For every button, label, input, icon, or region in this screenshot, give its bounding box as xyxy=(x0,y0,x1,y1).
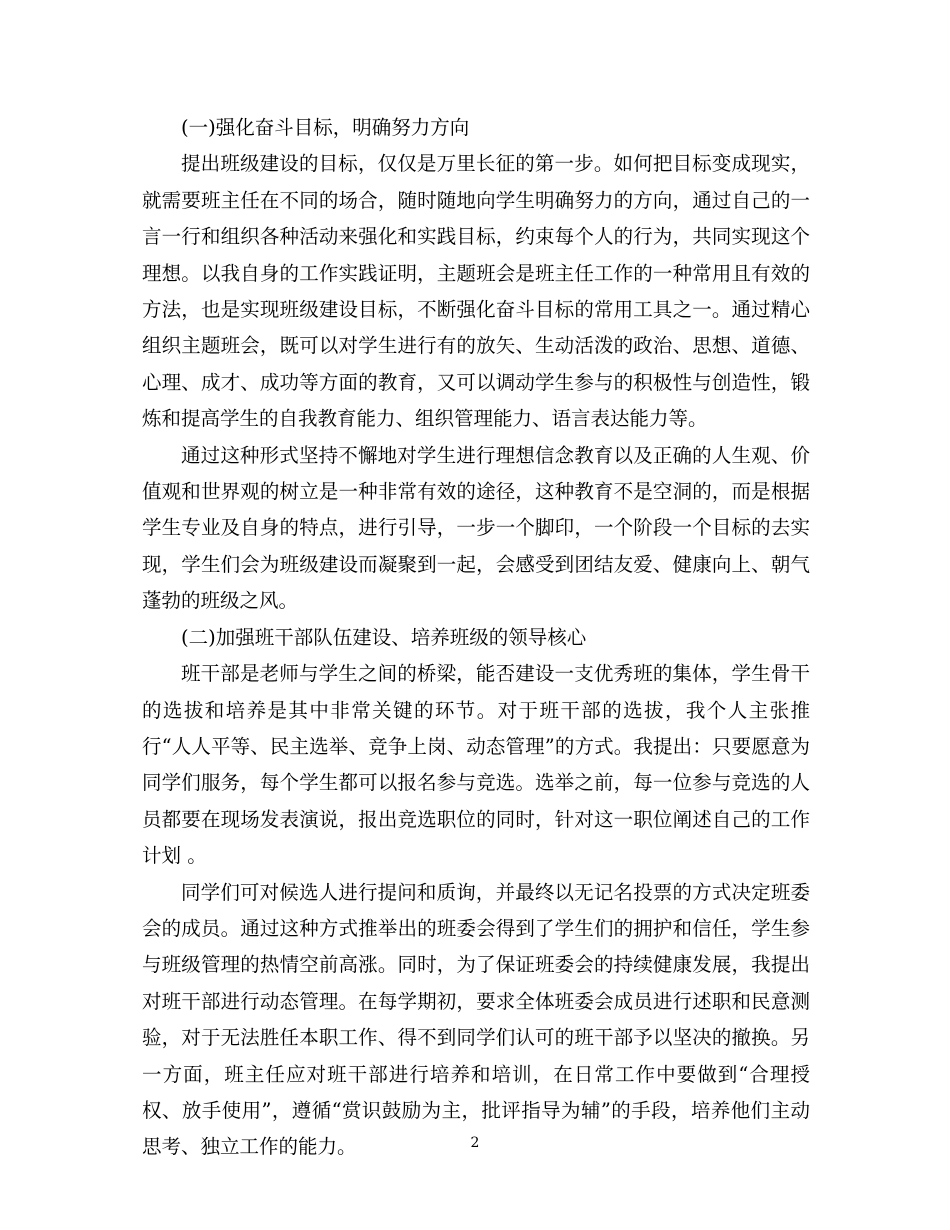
body-text xyxy=(142,110,810,1166)
page-number: 2 xyxy=(470,1135,480,1151)
paragraph-3: 班干部是老师与学生之间的桥梁，能否建设一支优秀班的集体，学生骨干的选拔和培养是其中非常关键的环节。对于班干部的选拔，我个人主张推行“人人平等、民主选举、竞争上岗、动态管理”的方式。我提出：只要愿意为同学们服务，每个学生都可以报名参与竞选。选举之前，每一位参与竞选的人员都要在现场发表演说，报出竞选职位的同时，针对这一职位阐述自己的工作计划 。 xyxy=(142,662,810,868)
section-heading-2: (二)加强班干部队伍建设、培养班级的领导核心 xyxy=(181,625,587,649)
paragraph-2: 通过这种形式坚持不懈地对学生进行理想信念教育以及正确的人生观、价值观和世界观的树立是一种非常有效的途径，这种教育不是空洞的，而是根据学生专业及自身的特点，进行引导，一步一个脚印，一个阶段一个目标的去实现，学生们会为班级建设而凝聚到一起，会感受到团结友爱、健康向上、朝气蓬勃的班级之风。 xyxy=(142,443,810,613)
section-heading-1: (一)强化奋斗目标，明确努力方向 xyxy=(181,116,470,139)
paragraph-4: 同学们可对候选人进行提问和质询，并最终以无记名投票的方式决定班委会的成员。通过这种方式推举出的班委会得到了学生们的拥护和信任，学生参与班级管理的热情空前高涨。同时，为了保证班委会的持续健康发展，我提出对班干部进行动态管理。在每学期初，要求全体班委会成员进行述职和民意测验，对于无法胜任本职工作、得不到同学们认可的班干部予以坚决的撤换。另一方面，班主任应对班干部进行培养和培训，在日常工作中要做到“合理授权、放手使用”，遵循“赏识鼓励为主，批评指导为辅”的手段，培养他们主动思考、独立工作的能力。 xyxy=(142,880,810,1159)
paragraph-1: 提出班级建设的目标，仅仅是万里长征的第一步。如何把目标变成现实，就需要班主任在不同的场合，随时随地向学生明确努力的方向，通过自己的一言一行和组织各种活动来强化和实践目标，约束每个人的行为，共同实现这个理想。以我自身的工作实践证明，主题班会是班主任工作的一种常用且有效的方法，也是实现班级建设目标，不断强化奋斗目标的常用工具之一。通过精心组织主题班会，既可以对学生进行有的放矢、生动活泼的政治、思想、道德、心理、成才、成功等方面的教育，又可以调动学生参与的积极性与创造性，锻炼和提高学生的自我教育能力、组织管理能力、语言表达能力等。 xyxy=(142,152,810,431)
